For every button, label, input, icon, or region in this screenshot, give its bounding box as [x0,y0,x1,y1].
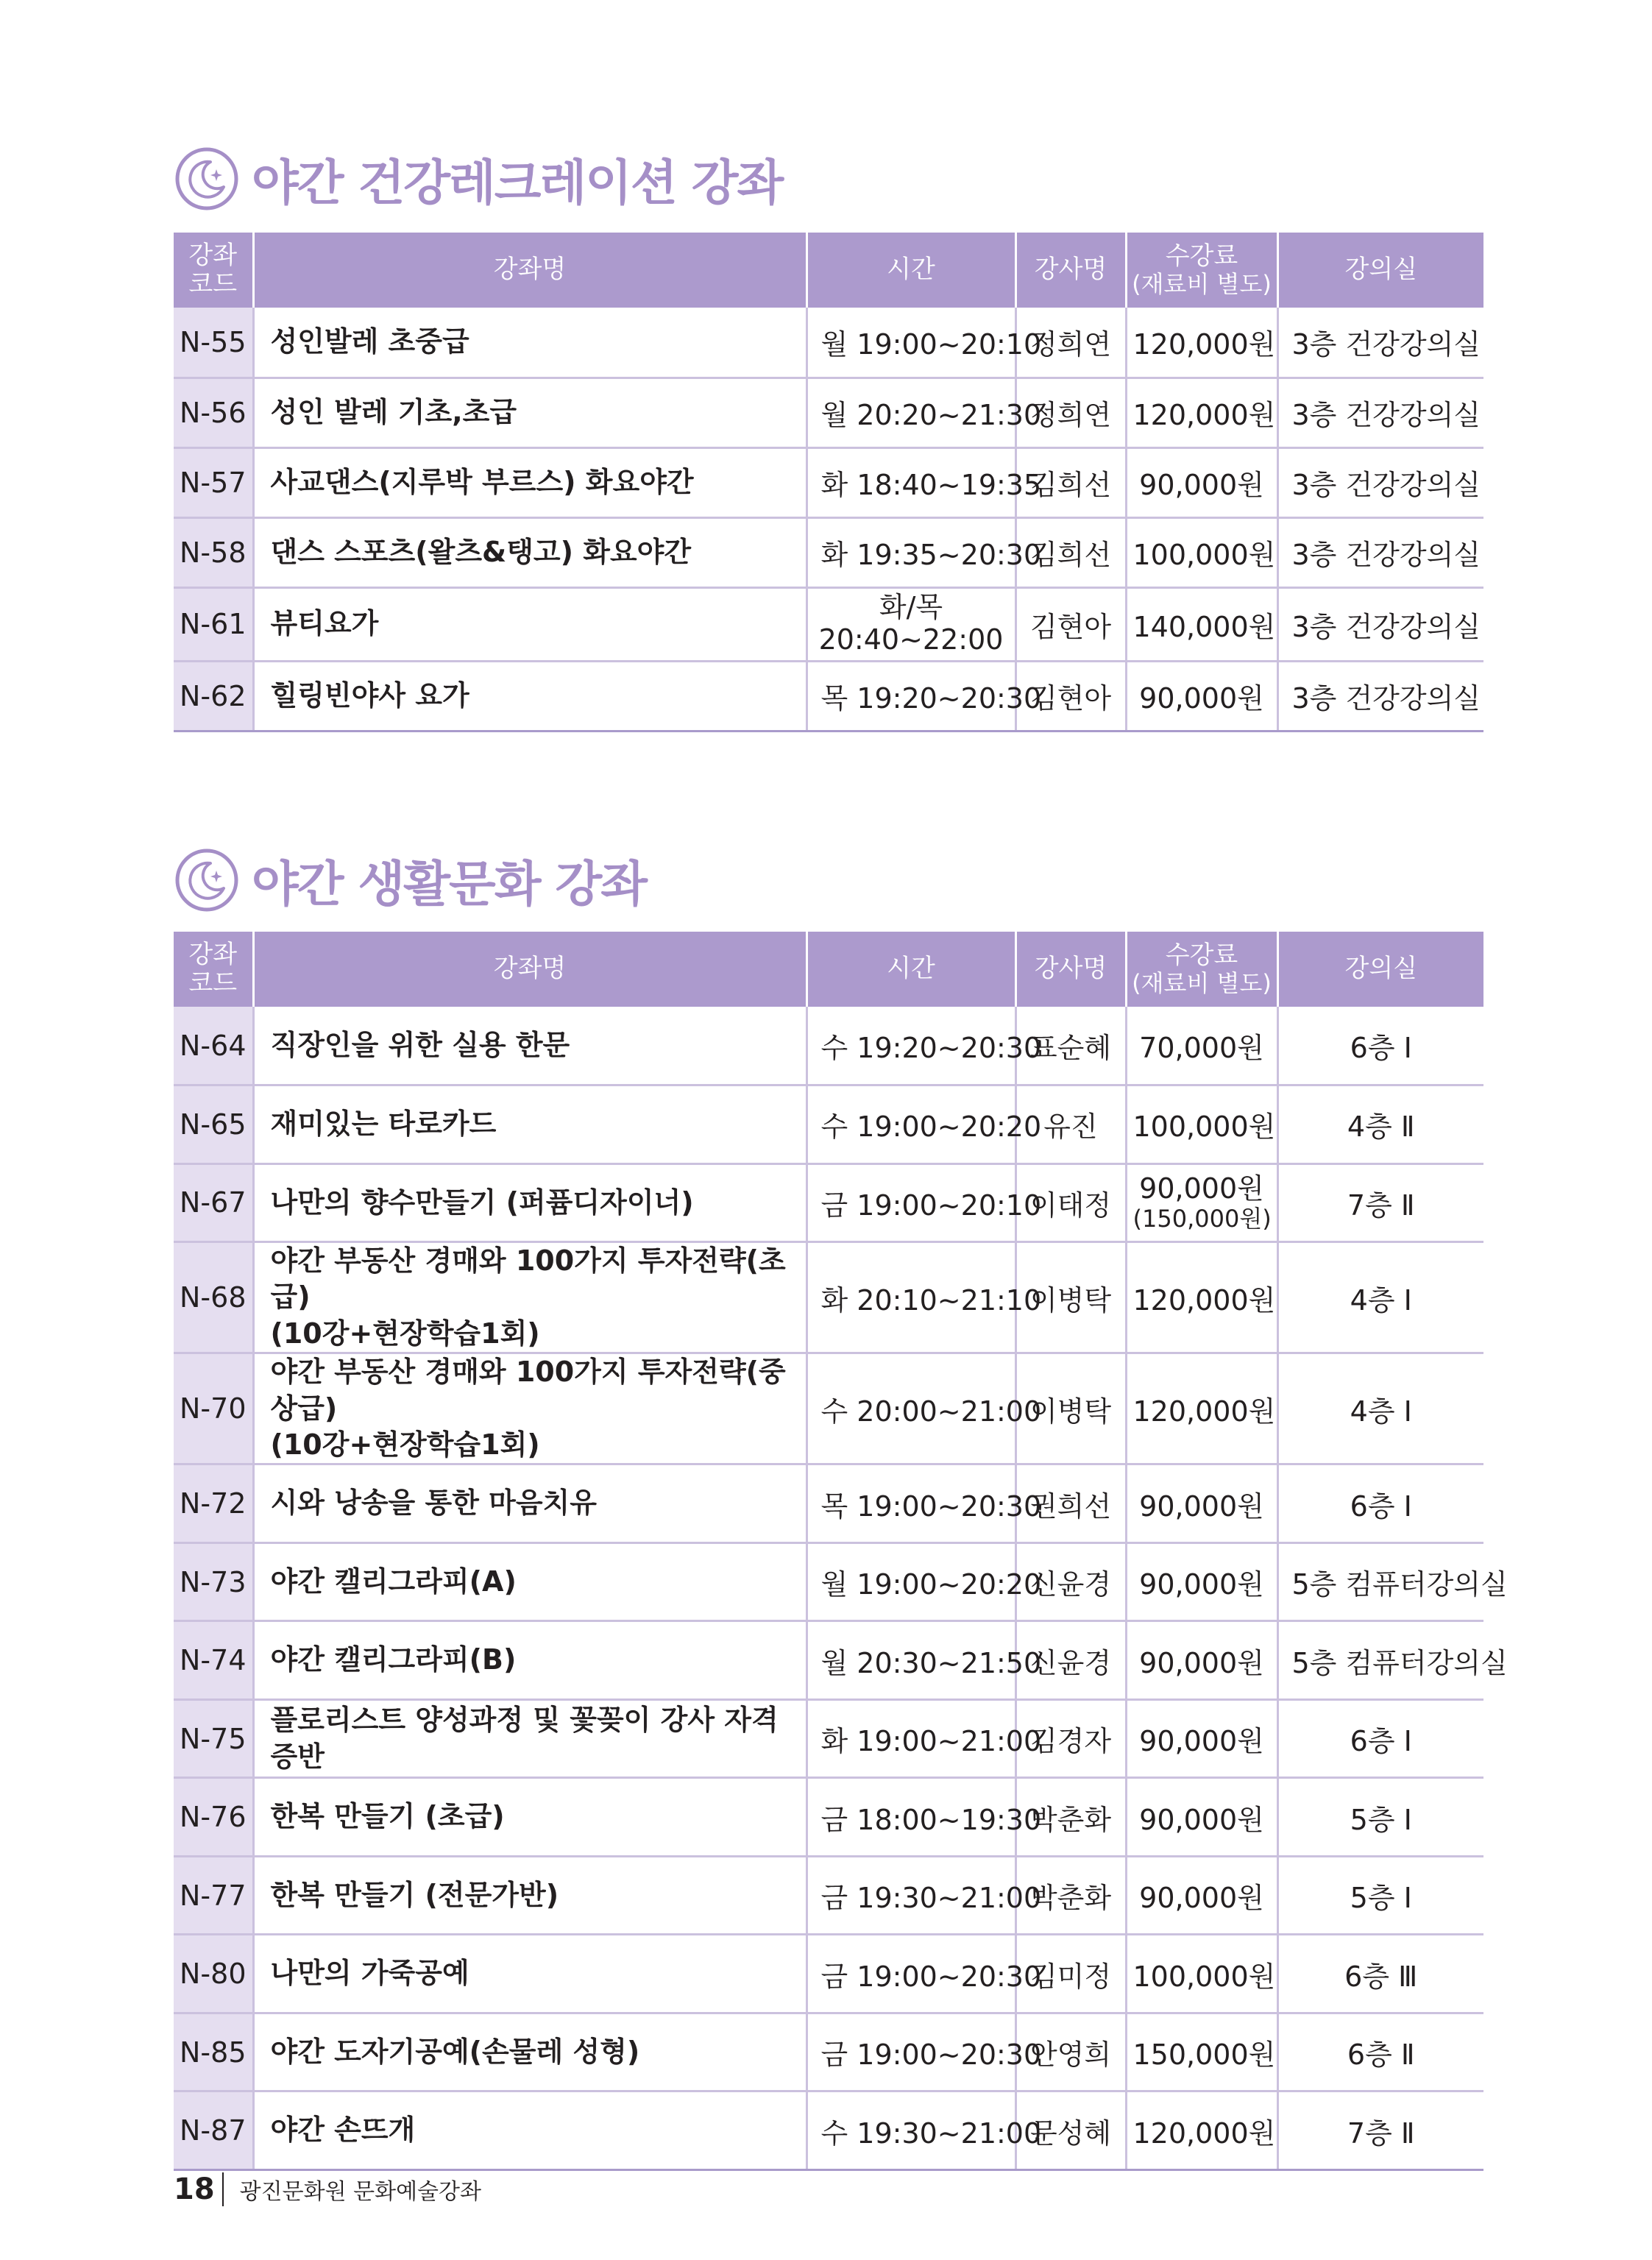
course-room: 5층 Ⅰ [1277,1778,1483,1857]
course-room: 3층 건강강의실 [1277,378,1483,447]
course-teacher: 안영희 [1015,2013,1126,2091]
course-room: 3층 건강강의실 [1277,308,1483,378]
course-time: 화 18:40~19:35 [806,447,1015,517]
course-fee: 120,000원 [1126,1242,1277,1353]
course-time: 금 19:30~21:00 [806,1856,1015,1935]
course-code: N-67 [174,1163,253,1242]
course-room: 3층 건강강의실 [1277,587,1483,661]
course-teacher: 권희선 [1015,1464,1126,1543]
table-row [174,1007,1483,1085]
course-fee: 90,000원 [1126,661,1277,731]
course-code: N-58 [174,517,253,587]
course-fee: 120,000원 [1126,2091,1277,2170]
course-code: N-87 [174,2091,253,2170]
course-time: 금 19:00~20:10 [806,1163,1015,1242]
course-fee: 70,000원 [1126,1007,1277,1085]
header-teacher: 강사명 [1015,932,1126,1007]
course-time: 수 20:00~21:00 [806,1353,1015,1464]
course-teacher: 이병탁 [1015,1242,1126,1353]
course-room: 5층 컴퓨터강의실 [1277,1621,1483,1700]
course-fee: 120,000원 [1126,1353,1277,1464]
section-heading: 야간 생활문화 강좌 [252,856,647,913]
course-name: 사교댄스(지루박 부르스) 화요야간 [253,447,806,517]
course-name: 성인발레 초중급 [253,308,806,378]
table-row [174,661,1483,731]
table-row [174,308,1483,378]
table-header-row [174,233,1483,308]
course-room: 7층 Ⅱ [1277,1163,1483,1242]
course-teacher: 박춘화 [1015,1856,1126,1935]
course-code: N-57 [174,447,253,517]
course-code: N-64 [174,1007,253,1085]
course-teacher: 김현아 [1015,587,1126,661]
course-fee: 90,000원 [1126,1621,1277,1700]
course-time: 금 19:00~20:30 [806,1935,1015,2013]
course-time: 목 19:00~20:30 [806,1464,1015,1543]
course-fee: 140,000원 [1126,587,1277,661]
course-time: 수 19:20~20:30 [806,1007,1015,1085]
course-code: N-65 [174,1085,253,1164]
course-time: 화 19:35~20:30 [806,517,1015,587]
health-course-table [174,233,1483,732]
course-teacher: 문성혜 [1015,2091,1126,2170]
table-row [174,378,1483,447]
course-teacher: 김희선 [1015,517,1126,587]
page-footer [174,2172,481,2206]
course-teacher: 김현아 [1015,661,1126,731]
course-fee: 90,000원 [1126,1856,1277,1935]
course-name: 야간 손뜨개 [253,2091,806,2170]
course-room: 5층 컴퓨터강의실 [1277,1542,1483,1621]
section-heading: 야간 건강레크레이션 강좌 [252,155,783,211]
course-fee: 90,000원 [1126,1699,1277,1778]
course-time: 금 18:00~19:30 [806,1778,1015,1857]
course-time: 화/목 20:40~22:00 [806,587,1015,661]
course-name: 나만의 가죽공예 [253,1935,806,2013]
page-number: 18 [174,2172,215,2206]
course-fee: 120,000원 [1126,378,1277,447]
course-name: 나만의 향수만들기 (퍼퓸디자이너) [253,1163,806,1242]
header-fee: 수강료 (재료비 별도) [1126,233,1277,308]
course-name: 시와 낭송을 통한 마음치유 [253,1464,806,1543]
course-fee: 120,000원 [1126,308,1277,378]
course-code: N-68 [174,1242,253,1353]
course-code: N-80 [174,1935,253,2013]
header-time: 시간 [806,932,1015,1007]
course-room: 6층 Ⅰ [1277,1464,1483,1543]
footer-divider [222,2172,224,2206]
moon-star-icon [174,146,240,212]
header-name: 강좌명 [253,233,806,308]
course-time: 화 20:10~21:10 [806,1242,1015,1353]
course-fee: 90,000원 (150,000원) [1126,1163,1277,1242]
table-row [174,1542,1483,1621]
header-time: 시간 [806,233,1015,308]
course-fee: 90,000원 [1126,1778,1277,1857]
course-name: 직장인을 위한 실용 한문 [253,1007,806,1085]
course-teacher: 신윤경 [1015,1621,1126,1700]
course-code: N-72 [174,1464,253,1543]
course-teacher: 표순혜 [1015,1007,1126,1085]
course-fee: 90,000원 [1126,1464,1277,1543]
course-teacher: 김경자 [1015,1699,1126,1778]
course-time: 월 20:20~21:30 [806,378,1015,447]
header-code: 강좌 코드 [174,932,253,1007]
course-teacher: 이병탁 [1015,1353,1126,1464]
table-row [174,587,1483,661]
course-code: N-75 [174,1699,253,1778]
course-room: 3층 건강강의실 [1277,661,1483,731]
course-time: 목 19:20~20:30 [806,661,1015,731]
course-teacher: 김미정 [1015,1935,1126,2013]
course-name: 야간 캘리그라피(A) [253,1542,806,1621]
course-code: N-73 [174,1542,253,1621]
course-name: 한복 만들기 (전문가반) [253,1856,806,1935]
course-name: 재미있는 타로카드 [253,1085,806,1164]
course-room: 3층 건강강의실 [1277,517,1483,587]
course-room: 4층 Ⅱ [1277,1085,1483,1164]
course-fee: 100,000원 [1126,1935,1277,2013]
course-name: 야간 캘리그라피(B) [253,1621,806,1700]
course-code: N-76 [174,1778,253,1857]
course-room: 6층 Ⅰ [1277,1007,1483,1085]
table-row [174,1935,1483,2013]
course-name: 성인 발레 기초,초급 [253,378,806,447]
course-code: N-77 [174,1856,253,1935]
header-room: 강의실 [1277,233,1483,308]
course-room: 6층 Ⅲ [1277,1935,1483,2013]
section-title-culture [174,845,646,915]
header-teacher: 강사명 [1015,233,1126,308]
table-row [174,2091,1483,2170]
course-name: 야간 도자기공예(손물레 성형) [253,2013,806,2091]
course-code: N-85 [174,2013,253,2091]
table-row [174,1163,1483,1242]
table-row [174,517,1483,587]
course-time: 수 19:30~21:00 [806,2091,1015,2170]
course-name: 야간 부동산 경매와 100가지 투자전략(초급) (10강+현장학습1회) [253,1242,806,1353]
table-header-row [174,932,1483,1007]
course-room: 4층 Ⅰ [1277,1242,1483,1353]
table-row [174,1621,1483,1700]
header-fee: 수강료 (재료비 별도) [1126,932,1277,1007]
course-room: 6층 Ⅱ [1277,2013,1483,2091]
header-room: 강의실 [1277,932,1483,1007]
course-room: 6층 Ⅰ [1277,1699,1483,1778]
course-time: 월 20:30~21:50 [806,1621,1015,1700]
course-code: N-56 [174,378,253,447]
course-time: 화 19:00~21:00 [806,1699,1015,1778]
header-code: 강좌 코드 [174,233,253,308]
table-row [174,1464,1483,1543]
course-teacher: 박춘화 [1015,1778,1126,1857]
course-name: 한복 만들기 (초급) [253,1778,806,1857]
course-fee: 100,000원 [1126,1085,1277,1164]
table-row [174,1856,1483,1935]
course-name: 플로리스트 양성과정 및 꽃꽂이 강사 자격증반 [253,1699,806,1778]
course-name: 뷰티요가 [253,587,806,661]
section-title-health [174,144,782,213]
table-row [174,2013,1483,2091]
course-teacher: 정희연 [1015,378,1126,447]
course-fee: 90,000원 [1126,1542,1277,1621]
course-time: 월 19:00~20:10 [806,308,1015,378]
course-time: 월 19:00~20:20 [806,1542,1015,1621]
course-room: 7층 Ⅱ [1277,2091,1483,2170]
table-row [174,1085,1483,1164]
course-name: 힐링빈야사 요가 [253,661,806,731]
moon-star-icon [174,847,240,913]
table-row [174,1778,1483,1857]
table-row [174,1242,1483,1353]
culture-course-table [174,932,1508,2171]
course-name: 댄스 스포츠(왈츠&탱고) 화요야간 [253,517,806,587]
header-name: 강좌명 [253,932,806,1007]
table-row [174,447,1483,517]
table-row [174,1699,1483,1778]
course-code: N-70 [174,1353,253,1464]
course-teacher: 정희연 [1015,308,1126,378]
course-room: 5층 Ⅰ [1277,1856,1483,1935]
course-teacher: 유진 [1015,1085,1126,1164]
course-time: 수 19:00~20:20 [806,1085,1015,1164]
course-time: 금 19:00~20:30 [806,2013,1015,2091]
course-name: 야간 부동산 경매와 100가지 투자전략(중상급) (10강+현장학습1회) [253,1353,806,1464]
course-fee: 90,000원 [1126,447,1277,517]
table-row [174,1353,1483,1464]
course-room: 4층 Ⅰ [1277,1353,1483,1464]
course-teacher: 신윤경 [1015,1542,1126,1621]
publication-name: 광진문화원 문화예술강좌 [239,2179,481,2205]
course-code: N-61 [174,587,253,661]
course-fee: 100,000원 [1126,517,1277,587]
course-teacher: 김희선 [1015,447,1126,517]
course-teacher: 이태정 [1015,1163,1126,1242]
course-code: N-62 [174,661,253,731]
course-code: N-55 [174,308,253,378]
course-fee: 150,000원 [1126,2013,1277,2091]
course-room: 3층 건강강의실 [1277,447,1483,517]
course-code: N-74 [174,1621,253,1700]
